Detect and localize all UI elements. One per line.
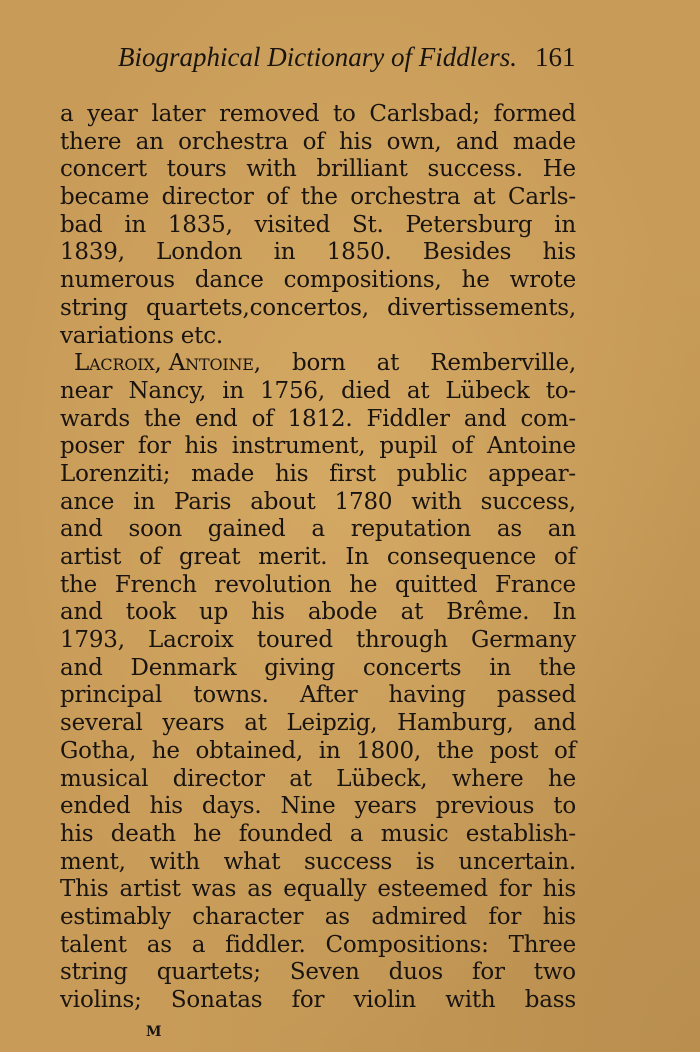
word: for <box>291 987 325 1013</box>
word: days. <box>201 793 262 820</box>
word: a <box>191 931 206 958</box>
word: Fiddler <box>366 405 450 432</box>
word: at <box>472 184 496 211</box>
word: Remberville, <box>430 350 576 377</box>
text-line <box>60 295 576 323</box>
word: string <box>60 959 128 986</box>
word: for <box>472 959 505 986</box>
text-line <box>60 876 576 904</box>
word: passed <box>496 682 576 709</box>
word: character <box>192 903 304 930</box>
word: he <box>151 737 180 764</box>
word: Leipzig, <box>286 710 378 737</box>
word: success <box>303 848 393 875</box>
word: concert <box>60 156 147 183</box>
word: merit. <box>258 544 328 570</box>
word: an <box>135 128 164 155</box>
word: having <box>388 682 466 709</box>
page-number: 161 <box>534 42 576 72</box>
text-line <box>60 461 576 489</box>
word: toured <box>256 627 333 654</box>
word: in <box>133 488 155 515</box>
word: Brême. <box>446 599 530 626</box>
word: 1756, <box>260 377 325 404</box>
word: and <box>463 405 507 432</box>
text-line <box>60 627 576 655</box>
word: he <box>547 765 576 792</box>
word: his <box>60 820 94 847</box>
word: variations <box>60 322 174 349</box>
word: esteemed <box>377 876 488 903</box>
word: numerous <box>60 267 175 294</box>
word: at <box>400 599 424 626</box>
word: poser <box>60 433 124 460</box>
word: compositions, <box>283 267 442 294</box>
word: several <box>60 710 143 737</box>
word: later <box>151 101 206 127</box>
text-line <box>60 655 576 683</box>
text-line <box>60 766 576 794</box>
word: with <box>246 156 297 183</box>
running-head <box>118 42 574 82</box>
word: an <box>547 516 576 543</box>
word: through <box>356 627 448 654</box>
word: in <box>222 377 244 404</box>
text-line <box>60 184 576 212</box>
word: in <box>489 654 512 681</box>
word: success, <box>480 488 576 515</box>
word: music <box>380 820 449 847</box>
word: a <box>60 101 74 127</box>
word: Denmark <box>130 654 237 681</box>
word: where <box>451 765 524 792</box>
word: his <box>149 793 183 820</box>
text-line <box>60 129 576 157</box>
word: Compositions: <box>325 931 489 958</box>
signature-mark: M <box>146 1024 162 1040</box>
word: towns. <box>193 682 269 709</box>
body-text <box>60 101 576 1015</box>
word: This <box>60 876 109 903</box>
word: about <box>250 488 316 515</box>
word: made <box>191 460 255 487</box>
word: of <box>451 433 474 460</box>
word: Sonatas <box>170 987 263 1013</box>
word: wrote <box>509 267 576 294</box>
word: musical <box>60 765 149 792</box>
text-line <box>60 849 576 877</box>
word: 1839, <box>60 239 125 266</box>
text-line <box>60 572 576 600</box>
word: Three <box>508 931 576 958</box>
word: end <box>195 405 238 432</box>
word: duos <box>388 959 444 986</box>
word: his <box>542 876 576 903</box>
text-line <box>60 987 576 1015</box>
word: admired <box>371 903 467 930</box>
word: Lacroix <box>148 627 234 654</box>
word: uncertain. <box>458 848 576 875</box>
word: in <box>554 211 576 238</box>
word: as <box>247 876 273 903</box>
word: orchestra <box>178 128 289 155</box>
word: 1850. <box>326 239 392 266</box>
word: removed <box>219 101 320 127</box>
word: wards <box>60 405 130 432</box>
word: made <box>512 128 576 155</box>
word: of <box>251 405 274 432</box>
word: After <box>299 682 358 709</box>
word: director <box>161 184 254 211</box>
word: previous <box>435 793 535 820</box>
word: visited <box>254 211 331 238</box>
word: years <box>162 710 225 737</box>
word: as <box>146 931 172 958</box>
word: French <box>114 571 197 598</box>
text-line <box>60 433 576 461</box>
word: Lorenziti; <box>60 460 171 487</box>
word: took <box>125 599 176 626</box>
word: as <box>324 903 350 930</box>
word: to <box>553 793 576 820</box>
word: equally <box>283 876 367 903</box>
word: He <box>542 156 576 183</box>
word: quartets,concertos, <box>145 294 369 321</box>
word: great <box>179 544 241 570</box>
word: and <box>60 599 103 626</box>
word: com- <box>520 405 576 432</box>
word: is <box>415 848 435 875</box>
word: the <box>143 405 182 432</box>
word: the <box>60 571 98 598</box>
word: establish- <box>465 820 576 847</box>
word: Seven <box>289 959 360 986</box>
word: brilliant <box>316 156 408 183</box>
word: concerts <box>362 654 462 681</box>
word: became <box>60 184 150 211</box>
word: a <box>311 516 325 543</box>
word: at <box>406 377 430 404</box>
word: and <box>455 128 499 155</box>
word: Carls- <box>507 184 576 211</box>
word: of <box>554 544 576 570</box>
word: divertissements, <box>387 294 576 321</box>
word: fiddler. <box>225 931 306 958</box>
word: and <box>533 710 576 737</box>
word: bad <box>60 211 103 238</box>
word: his <box>338 128 373 155</box>
word: dance <box>194 267 264 294</box>
word: 1800, <box>356 737 422 764</box>
text-line <box>60 101 576 129</box>
word: died <box>341 377 391 404</box>
word: a <box>349 820 364 847</box>
word: post <box>489 737 539 764</box>
word: with <box>445 987 496 1013</box>
word: string <box>60 294 128 321</box>
word: abode <box>307 599 378 626</box>
word: Antoine <box>487 433 576 460</box>
word: appear- <box>488 460 576 487</box>
word: the <box>538 654 576 681</box>
word: Lübeck <box>445 377 530 404</box>
word: with <box>149 848 200 875</box>
word: to <box>332 101 356 127</box>
word: Nine <box>280 793 336 820</box>
word: ance <box>60 488 115 515</box>
text-line <box>60 212 576 240</box>
word: revolution <box>214 571 332 598</box>
word: etc. <box>180 322 223 349</box>
word: success. <box>427 156 523 183</box>
running-title: Biographical Dictionary of Fiddlers. <box>118 42 517 72</box>
text-line <box>60 821 576 849</box>
word: own, <box>386 128 442 155</box>
word: obtained, <box>195 737 304 764</box>
word: bass <box>524 987 576 1013</box>
word: In <box>552 599 576 626</box>
word: up <box>199 599 229 626</box>
word: his <box>542 903 576 930</box>
text-line <box>60 378 576 406</box>
word: years <box>354 793 417 820</box>
word: Besides <box>422 239 512 266</box>
word: at <box>289 765 312 792</box>
text-line <box>60 932 576 960</box>
word: artist <box>119 876 181 903</box>
text-line <box>60 599 576 627</box>
text-line <box>60 959 576 987</box>
word: formed <box>493 101 576 127</box>
word: director <box>172 765 265 792</box>
text-line <box>60 793 576 821</box>
word: talent <box>60 931 127 958</box>
word: Paris <box>173 488 232 515</box>
word: of <box>302 128 325 155</box>
word: death <box>110 820 176 847</box>
text-line <box>60 544 576 572</box>
word: quitted <box>395 571 478 598</box>
text-line <box>60 489 576 517</box>
word: of <box>266 184 289 211</box>
word: the <box>300 184 338 211</box>
word: In <box>345 544 369 570</box>
word: Hamburg, <box>397 710 514 737</box>
text-line <box>60 710 576 738</box>
word: he <box>349 571 378 598</box>
word: instrument, <box>231 433 366 460</box>
word: 1793, <box>60 627 125 654</box>
word: of <box>553 737 576 764</box>
word: as <box>496 516 522 543</box>
word: Petersburg <box>405 211 533 238</box>
word: public <box>396 460 468 487</box>
text-line <box>60 406 576 434</box>
word: to- <box>545 377 576 404</box>
word: France <box>495 571 576 598</box>
word: 1780 <box>334 488 393 515</box>
text-line <box>60 156 576 184</box>
word: there <box>60 128 122 155</box>
word: year <box>87 101 138 127</box>
word: in <box>318 737 341 764</box>
word: for <box>488 903 522 930</box>
word: ment, <box>60 848 126 875</box>
word: founded <box>238 820 333 847</box>
word: he <box>461 267 490 294</box>
text-line <box>60 239 576 267</box>
word: the <box>436 737 474 764</box>
word: of <box>139 544 162 570</box>
word: he <box>193 820 222 847</box>
word: artist <box>60 544 122 570</box>
word: his <box>274 460 309 487</box>
word: near <box>60 377 113 404</box>
word: was <box>191 876 237 903</box>
word: Germany <box>471 627 576 654</box>
word: Carlsbad; <box>369 101 480 127</box>
word: violin <box>353 987 417 1013</box>
word: and <box>60 654 103 681</box>
word: consequence <box>386 544 537 570</box>
word: soon <box>128 516 182 543</box>
word: his <box>184 433 218 460</box>
text-line <box>60 904 576 932</box>
word: Lacroix, Antoine, <box>74 350 261 377</box>
word: 1812. <box>287 405 353 432</box>
word: St. <box>351 211 384 238</box>
word: tours <box>166 156 227 183</box>
word: with <box>411 488 462 515</box>
word: his <box>542 239 576 266</box>
word: in <box>273 239 296 266</box>
word: Lübeck, <box>336 765 428 792</box>
word: born <box>291 350 346 377</box>
word: for <box>498 876 532 903</box>
word: his <box>251 599 285 626</box>
word: and <box>60 516 103 543</box>
text-line <box>60 738 576 766</box>
word: Gotha, <box>60 737 137 764</box>
word: Nancy, <box>128 377 207 404</box>
word: first <box>329 460 376 487</box>
word: reputation <box>350 516 472 543</box>
word: giving <box>264 654 336 681</box>
word: at <box>376 350 400 377</box>
word: gained <box>207 516 286 543</box>
text-line <box>60 516 576 544</box>
word: quartets; <box>156 959 261 986</box>
word: pupil <box>379 433 438 460</box>
word: London <box>156 239 243 266</box>
word: at <box>244 710 267 737</box>
word: two <box>533 959 576 986</box>
text-line <box>60 350 576 378</box>
word: estimably <box>60 903 171 930</box>
text-line <box>60 323 576 351</box>
word: ended <box>60 793 131 820</box>
text-line <box>60 267 576 295</box>
word: orchestra <box>350 184 461 211</box>
word: what <box>223 848 281 875</box>
word: principal <box>60 682 163 709</box>
word: violins; <box>60 987 142 1013</box>
word: 1835, <box>167 211 233 238</box>
text-line <box>60 682 576 710</box>
word: for <box>137 433 171 460</box>
word: in <box>124 211 147 238</box>
